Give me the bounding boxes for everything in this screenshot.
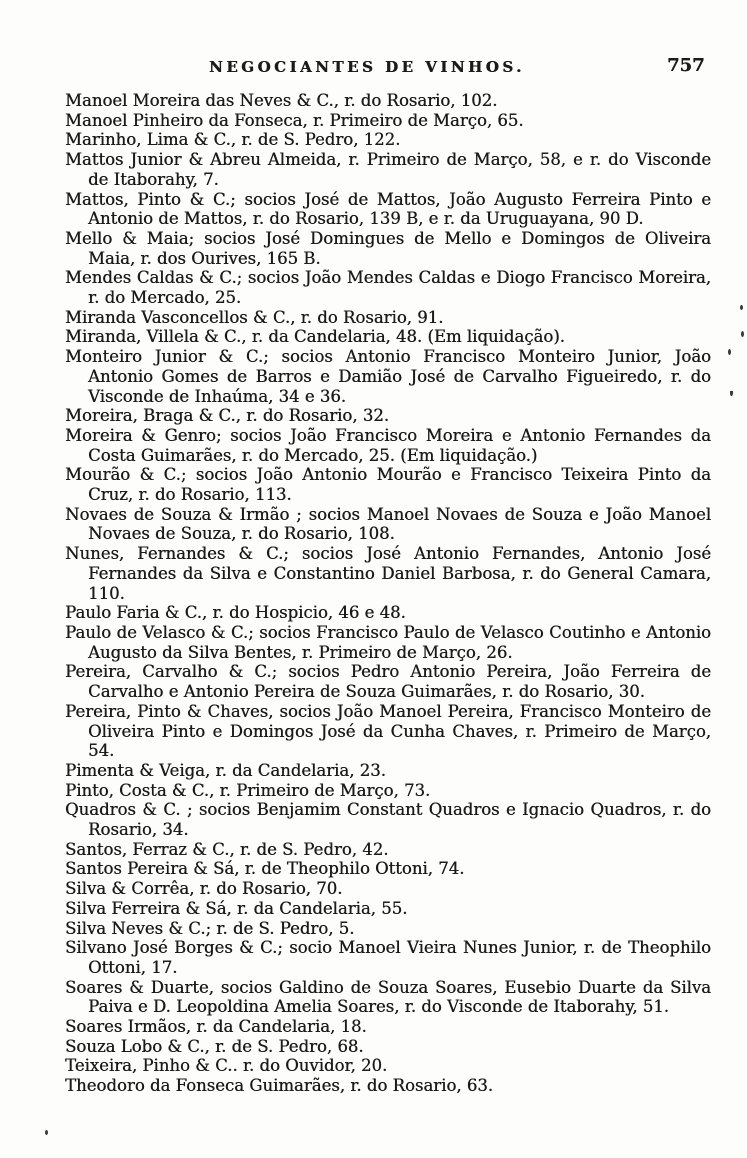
directory-entry: Novaes de Souza & Irmão ; socios Manoel Novaes de Souza e João Manoel Novaes de Souza, r. do Rosario, 108. [65, 504, 711, 544]
directory-entry: Santos Pereira & Sá, r. de Theophilo Ottoni, 74. [65, 859, 465, 879]
scan-artifact [728, 349, 731, 355]
scan-artifact [741, 331, 744, 337]
directory-entry: Mattos Junior & Abreu Almeida, r. Primeiro de Março, 58, e r. do Visconde de Itaborahy, 7. [65, 150, 711, 189]
page-title: NEGOCIANTES DE VINHOS. [209, 58, 525, 76]
directory-entry: Paulo de Velasco & C.; socios Francisco Paulo de Velasco Coutinho e Antonio Augusto da Silva Bentes, r. Primeiro de Março, 26. [65, 622, 711, 662]
directory-entry: Marinho, Lima & C., r. de S. Pedro, 122. [65, 130, 401, 150]
scan-artifact [45, 1130, 48, 1135]
directory-entry: Silva & Corrêa, r. do Rosario, 70. [65, 879, 343, 899]
directory-entry: Miranda, Villela & C., r. da Candelaria, 48. (Em liquidação). [65, 327, 565, 347]
directory-entry: Silva Neves & C.; r. de S. Pedro, 5. [65, 918, 355, 938]
directory-entry: Silva Ferreira & Sá, r. da Candelaria, 55. [65, 898, 408, 918]
directory-entry: Paulo Faria & C., r. do Hospicio, 46 e 48. [65, 603, 406, 623]
directory-entry: Pinto, Costa & C., r. Primeiro de Março, 73. [65, 780, 431, 800]
directory-entry: Mourão & C.; socios João Antonio Mourão e Francisco Teixeira Pinto da Cruz, r. do Rosario, 113. [65, 465, 711, 505]
directory-entry: Nunes, Fernandes & C.; socios José Antonio Fernandes, Antonio José Fernandes da Silva e Constantino Daniel Barbosa, r. do General Camara, 110. [65, 544, 711, 603]
directory-entry: Theodoro da Fonseca Guimarães, r. do Rosario, 63. [65, 1076, 494, 1096]
page-number: 757 [667, 55, 705, 76]
directory-entry: Quadros & C. ; socios Benjamim Constant Quadros e Ignacio Quadros, r. do Rosario, 34. [65, 800, 711, 840]
directory-list [65, 91, 711, 1096]
directory-entry: Teixeira, Pinho & C.. r. do Ouvidor, 20. [65, 1056, 388, 1076]
directory-entry: Pereira, Pinto & Chaves, socios João Manoel Pereira, Francisco Monteiro de Oliveira Pinto e Domingos José da Cunha Chaves, r. Primeiro de Março, 54. [65, 701, 711, 761]
directory-entry: Moreira, Braga & C., r. do Rosario, 32. [65, 406, 389, 426]
directory-entry: Mello & Maia; socios José Domingues de Mello e Domingos de Oliveira Maia, r. dos Ourives, 165 B. [65, 228, 711, 268]
directory-entry: Souza Lobo & C., r. de S. Pedro, 68. [65, 1036, 364, 1056]
directory-entry: Manoel Pinheiro da Fonseca, r. Primeiro de Março, 65. [65, 110, 524, 130]
directory-entry: Miranda Vasconcellos & C., r. do Rosario, 91. [65, 307, 444, 327]
directory-entry: Soares & Duarte, socios Galdino de Souza Soares, Eusebio Duarte da Silva Paiva e D. Leopoldina Amelia Soares, r. do Visconde de Itaborahy, 51. [65, 977, 711, 1017]
directory-entry: Moreira & Genro; socios João Francisco Moreira e Antonio Fernandes da Costa Guimarães, r. do Mercado, 25. (Em liquidação.) [65, 425, 711, 465]
directory-entry: Pereira, Carvalho & C.; socios Pedro Antonio Pereira, João Ferreira de Carvalho e Antonio Pereira de Souza Guimarães, r. do Rosario, 30. [65, 662, 711, 702]
directory-entry: Pimenta & Veiga, r. da Candelaria, 23. [65, 760, 386, 780]
scan-artifact [730, 391, 733, 396]
directory-entry: Manoel Moreira das Neves & C., r. do Rosario, 102. [65, 91, 498, 110]
directory-entry: Santos, Ferraz & C., r. de S. Pedro, 42. [65, 839, 389, 859]
directory-entry: Soares Irmãos, r. da Candelaria, 18. [65, 1017, 367, 1037]
directory-entry: Monteiro Junior & C.; socios Antonio Francisco Monteiro Junior, João Antonio Gomes de Barros e Damião José de Carvalho Figueiredo, r. do Visconde de Inhaúma, 34 e 36. [65, 347, 711, 406]
scan-artifact [740, 305, 743, 310]
directory-entry: Mendes Caldas & C.; socios João Mendes Caldas e Diogo Francisco Moreira, r. do Mercado, 25. [65, 268, 711, 308]
directory-entry: Silvano José Borges & C.; socio Manoel Vieira Nunes Junior, r. de Theophilo Ottoni, 17. [65, 938, 711, 977]
directory-entry: Mattos, Pinto & C.; socios José de Mattos, João Augusto Ferreira Pinto e Antonio de Mattos, r. do Rosario, 139 B, e r. da Uruguayana, 90 D. [65, 189, 711, 229]
